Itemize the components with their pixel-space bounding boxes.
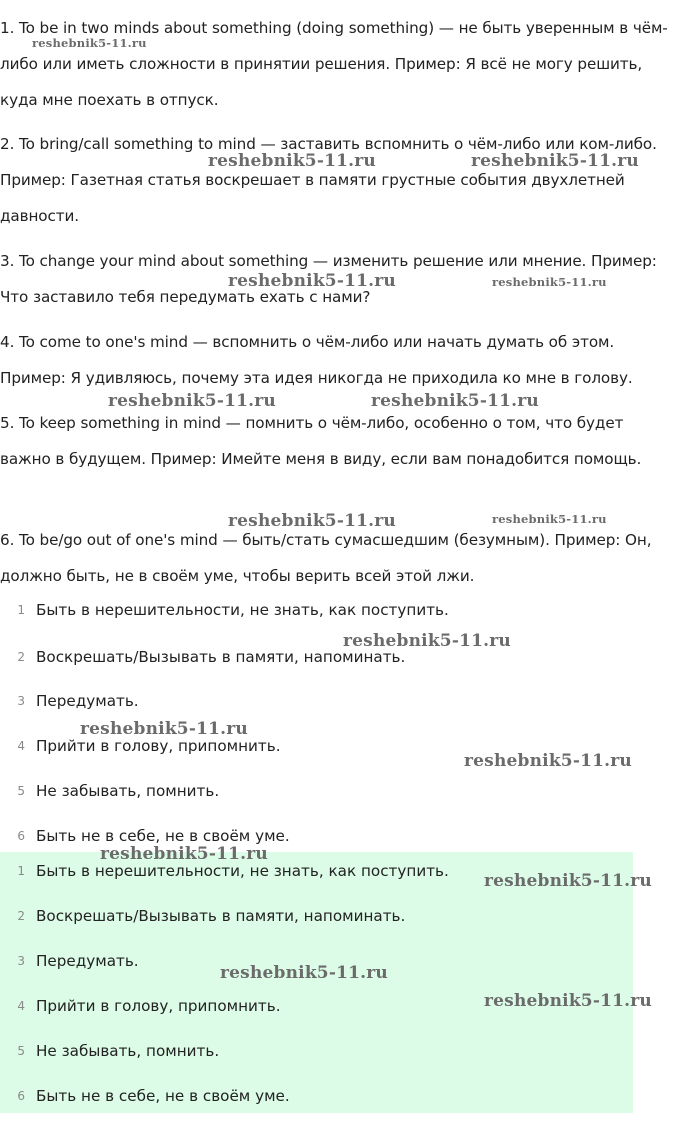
- list-item-text: Прийти в голову, припомнить.: [36, 737, 281, 755]
- idiom-paragraph-2: 2. To bring/call something to mind — заставить вспомнить о чём-либо или ком-либо. Пример: Газетная статья воскрешает в памяти грустные события двухлетней давности.: [0, 135, 657, 225]
- idiom-paragraph-4: 4. To come to one's mind — вспомнить о чём-либо или начать думать об этом. Пример: Я удивляюсь, почему эта идея никогда не приходила ко мне в голову.: [0, 333, 633, 387]
- list-item-text: Быть в нерешительности, не знать, как поступить.: [36, 862, 449, 880]
- watermark: reshebnik5-11.ru: [492, 275, 607, 289]
- watermark: reshebnik5-11.ru: [228, 511, 396, 531]
- list-item-number: 2: [17, 909, 25, 923]
- list-item-text: Не забывать, помнить.: [36, 1042, 220, 1060]
- list-item-text: Передумать.: [36, 952, 139, 970]
- list-item-number: 5: [17, 1044, 25, 1058]
- idiom-paragraph-6: 6. To be/go out of one's mind — быть/стать сумасшедшим (безумным). Пример: Он, должно быть, не в своём уме, чтобы верить всей этой лжи.: [0, 531, 652, 585]
- list-item-text: Воскрешать/Вызывать в памяти, напоминать.: [36, 648, 406, 666]
- watermark: reshebnik5-11.ru: [484, 991, 652, 1011]
- idiom-paragraph-3: 3. To change your mind about something — изменить решение или мнение. Пример: Что заставило тебя передумать ехать с нами?: [0, 252, 657, 306]
- list-item-number: 2: [17, 650, 25, 664]
- watermark: reshebnik5-11.ru: [484, 871, 652, 891]
- idiom-paragraph-1: 1. To be in two minds about something (doing something) — не быть уверенным в чём-либо или иметь сложности в принятии решения. Пример: Я всё не могу решить, куда мне поехать в отпуск.: [0, 19, 668, 109]
- list-item-text: Воскрешать/Вызывать в памяти, напоминать.: [36, 907, 406, 925]
- list-item: [0, 779, 620, 803]
- watermark: reshebnik5-11.ru: [471, 151, 639, 171]
- watermark: reshebnik5-11.ru: [80, 719, 248, 739]
- idiom-paragraph-5: 5. To keep something in mind — помнить о чём-либо, особенно о том, что будет важно в будущем. Пример: Имейте меня в виду, если вам понадобится помощь.: [0, 414, 642, 468]
- list-item: [0, 824, 620, 848]
- list-item: [0, 904, 620, 928]
- list-item-number: 5: [17, 784, 25, 798]
- watermark: reshebnik5-11.ru: [108, 391, 276, 411]
- list-item-text: Передумать.: [36, 692, 139, 710]
- list-item: [0, 1039, 620, 1063]
- list-item-text: Прийти в голову, припомнить.: [36, 997, 281, 1015]
- list-item-number: 1: [17, 603, 25, 617]
- list-item: [0, 645, 620, 669]
- list-item-text: Быть в нерешительности, не знать, как поступить.: [36, 601, 449, 619]
- list-item-number: 3: [17, 954, 25, 968]
- watermark: reshebnik5-11.ru: [343, 631, 511, 651]
- list-item-text: Быть не в себе, не в своём уме.: [36, 1087, 290, 1105]
- watermark: reshebnik5-11.ru: [492, 512, 607, 526]
- list-item: [0, 689, 620, 713]
- list-item-number: 3: [17, 694, 25, 708]
- list-item-text: Быть не в себе, не в своём уме.: [36, 827, 290, 845]
- list-item: [0, 598, 620, 622]
- list-item-number: 4: [17, 999, 25, 1013]
- watermark: reshebnik5-11.ru: [464, 751, 632, 771]
- list-item: [0, 1084, 620, 1108]
- list-item-text: Не забывать, помнить.: [36, 782, 220, 800]
- list-item-number: 6: [17, 829, 25, 843]
- watermark: reshebnik5-11.ru: [32, 36, 147, 50]
- watermark: reshebnik5-11.ru: [208, 151, 376, 171]
- watermark: reshebnik5-11.ru: [228, 271, 396, 291]
- watermark: reshebnik5-11.ru: [371, 391, 539, 411]
- list-item-number: 1: [17, 864, 25, 878]
- watermark: reshebnik5-11.ru: [220, 963, 388, 983]
- list-item-number: 6: [17, 1089, 25, 1103]
- list-item-number: 4: [17, 739, 25, 753]
- watermark: reshebnik5-11.ru: [100, 844, 268, 864]
